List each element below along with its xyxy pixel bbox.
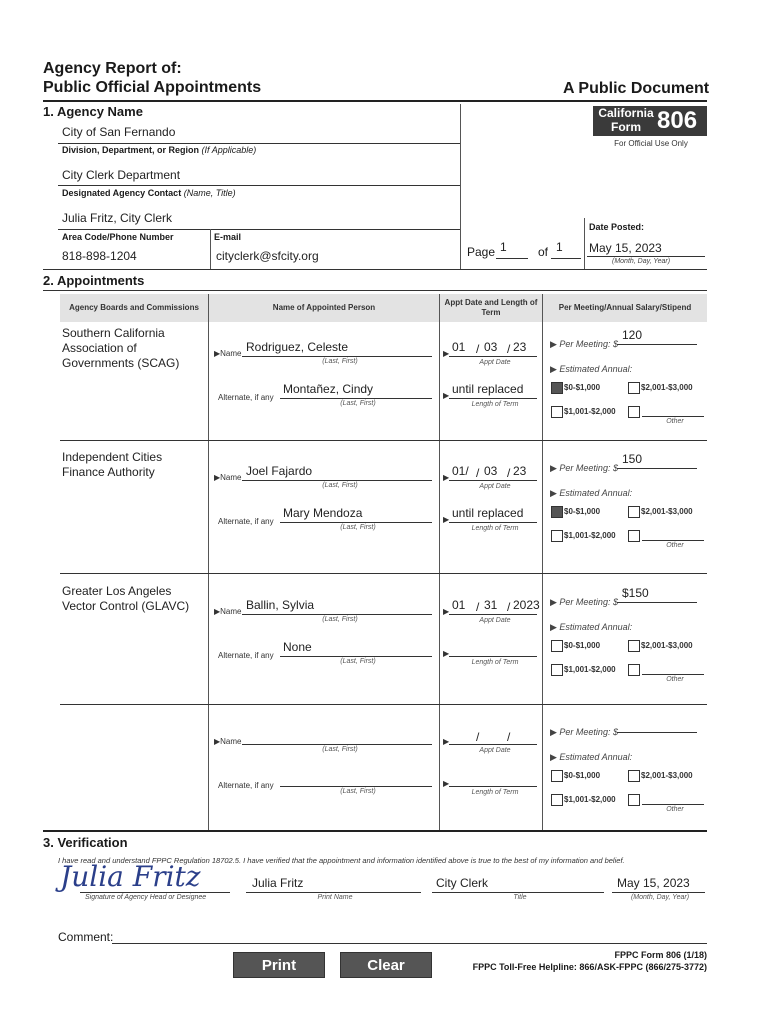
name-hint: (Last, First) xyxy=(322,358,358,365)
opt-0-1000-label: $0-$1,000 xyxy=(564,641,601,650)
board-name[interactable]: Greater Los Angeles Vector Control (GLAVC) xyxy=(62,584,190,613)
opt-1001-2000-label: $1,001-$2,000 xyxy=(564,795,616,804)
date-arrow: ▶ xyxy=(443,607,450,616)
dollar-sign: $ xyxy=(612,597,618,607)
alternate-hint: (Last, First) xyxy=(340,524,376,531)
board-name[interactable]: Independent Cities Finance Authority xyxy=(62,450,163,479)
per-meeting-text: Per Meeting: xyxy=(559,463,611,473)
page-label: Page xyxy=(467,245,496,259)
contact-value[interactable]: Julia Fritz, City Clerk xyxy=(62,211,173,225)
date-slash-1: / xyxy=(476,342,480,356)
col-header-salary: Per Meeting/Annual Salary/Stipend xyxy=(543,294,707,322)
per-meeting-label: ▶ Per Meeting: $ xyxy=(550,597,618,607)
section2-heading: 2. Appointments xyxy=(43,273,145,288)
contact-hint: (Name, Title) xyxy=(183,188,236,198)
of-value[interactable]: 1 xyxy=(556,240,563,254)
opt-2001-3000-label: $2,001-$3,000 xyxy=(641,771,693,780)
board-name[interactable]: Southern California Association of Governments (SCAG) xyxy=(62,326,180,370)
col-header-boards: Agency Boards and Commissions xyxy=(60,294,208,322)
appointment-row xyxy=(0,446,770,576)
alternate-label: Alternate, if any xyxy=(218,517,274,526)
of-label: of xyxy=(538,245,549,259)
official-use-label: For Official Use Only xyxy=(614,139,688,148)
estimated-annual-text: Estimated Annual: xyxy=(559,364,633,374)
checkbox-1001-2000[interactable] xyxy=(551,664,563,676)
division-hint: (If Applicable) xyxy=(201,145,257,155)
appt-date-hint: Appt Date xyxy=(479,483,511,490)
date-slash-2: / xyxy=(507,730,511,744)
form-806-badge xyxy=(593,106,707,136)
name-label-text: Name xyxy=(220,349,242,358)
form-state: California xyxy=(598,106,654,120)
appt-month[interactable]: 01 xyxy=(452,340,466,354)
per-meeting-label: ▶ Per Meeting: $ xyxy=(550,339,618,349)
division-value[interactable]: City Clerk Department xyxy=(62,168,181,182)
appt-year[interactable]: 23 xyxy=(513,464,527,478)
appt-day[interactable]: 03 xyxy=(484,464,498,478)
opt-2001-3000-label: $2,001-$3,000 xyxy=(641,641,693,650)
appt-year[interactable]: 23 xyxy=(513,340,527,354)
section1-heading: 1. Agency Name xyxy=(43,104,143,119)
term-arrow: ▶ xyxy=(443,391,450,400)
appt-date-hint: Appt Date xyxy=(479,359,511,366)
term-hint: Length of Term xyxy=(471,789,519,796)
form-title-line1: Agency Report of: xyxy=(43,60,182,77)
checkbox-other[interactable] xyxy=(628,664,640,676)
appointment-row xyxy=(0,710,770,840)
term-value[interactable]: until replaced xyxy=(452,506,524,520)
alternate-hint: (Last, First) xyxy=(340,658,376,665)
alternate-name[interactable]: Montañez, Cindy xyxy=(283,382,374,396)
public-document-label: A Public Document xyxy=(563,80,710,97)
checkbox-2001-3000[interactable] xyxy=(628,506,640,518)
date-arrow: ▶ xyxy=(443,737,450,746)
alternate-hint: (Last, First) xyxy=(340,788,376,795)
phone-value[interactable]: 818-898-1204 xyxy=(62,249,137,263)
appointee-name[interactable]: Ballin, Sylvia xyxy=(246,598,315,612)
per-meeting-value[interactable]: 150 xyxy=(622,452,643,466)
estimated-annual-text: Estimated Annual: xyxy=(559,622,633,632)
date-arrow: ▶ xyxy=(443,349,450,358)
checkbox-1001-2000[interactable] xyxy=(551,794,563,806)
date-posted-label: Date Posted: xyxy=(589,222,645,232)
alternate-name[interactable]: Mary Mendoza xyxy=(283,506,363,520)
term-hint: Length of Term xyxy=(471,659,519,666)
alternate-name[interactable]: None xyxy=(283,640,312,654)
name-label-text: Name xyxy=(220,607,242,616)
title-label: Title xyxy=(513,894,527,901)
opt-0-1000-label: $0-$1,000 xyxy=(564,383,601,392)
alternate-hint: (Last, First) xyxy=(340,400,376,407)
form-id: FPPC Form 806 (1/18) xyxy=(614,950,707,960)
other-label: Other xyxy=(666,676,684,683)
estimated-annual-text: Estimated Annual: xyxy=(559,752,633,762)
date-slash-2: / xyxy=(507,466,511,480)
appt-date-hint: Appt Date xyxy=(479,617,511,624)
phone-label: Area Code/Phone Number xyxy=(62,232,174,242)
appt-year[interactable]: 2023 xyxy=(513,598,540,612)
print-button[interactable]: Print xyxy=(233,952,325,978)
date-slash-1: / xyxy=(476,730,480,744)
title-value[interactable]: City Clerk xyxy=(436,876,489,890)
term-arrow: ▶ xyxy=(443,649,450,658)
checkbox-0-1000[interactable] xyxy=(551,640,563,652)
checkbox-1001-2000[interactable] xyxy=(551,530,563,542)
checkbox-0-1000[interactable] xyxy=(551,382,563,394)
per-meeting-text: Per Meeting: xyxy=(559,727,611,737)
appt-day[interactable]: 31 xyxy=(484,598,498,612)
print-name-label: Print Name xyxy=(317,894,353,901)
per-meeting-label: ▶ Per Meeting: $ xyxy=(550,727,618,737)
date-arrow: ▶ xyxy=(443,473,450,482)
checkbox-other[interactable] xyxy=(628,406,640,418)
appointee-name[interactable]: Joel Fajardo xyxy=(246,464,313,478)
col-header-date: Appt Date and Length of Term xyxy=(440,294,542,322)
dollar-sign: $ xyxy=(612,339,618,349)
opt-2001-3000-label: $2,001-$3,000 xyxy=(641,383,693,392)
contact-label-text: Designated Agency Contact xyxy=(62,188,182,198)
form-number: 806 xyxy=(657,107,698,134)
term-arrow: ▶ xyxy=(443,515,450,524)
signature-label: Signature of Agency Head or Designee xyxy=(85,894,207,901)
contact-label xyxy=(62,188,236,198)
estimated-annual-label: ▶ Estimated Annual: xyxy=(550,364,633,374)
appt-date-hint: Appt Date xyxy=(479,747,511,754)
other-label: Other xyxy=(666,542,684,549)
estimated-annual-label: ▶ Estimated Annual: xyxy=(550,752,633,762)
opt-1001-2000-label: $1,001-$2,000 xyxy=(564,665,616,674)
page-value[interactable]: 1 xyxy=(500,240,507,254)
comment-label: Comment: xyxy=(58,930,114,944)
alternate-label: Alternate, if any xyxy=(218,393,274,402)
per-meeting-text: Per Meeting: xyxy=(559,597,611,607)
opt-0-1000-label: $0-$1,000 xyxy=(564,771,601,780)
checkbox-0-1000[interactable] xyxy=(551,770,563,782)
date-slash-1: / xyxy=(476,466,480,480)
opt-1001-2000-label: $1,001-$2,000 xyxy=(564,531,616,540)
appt-day[interactable]: 03 xyxy=(484,340,498,354)
signature[interactable]: Julia Fritz xyxy=(60,860,201,893)
clear-button[interactable]: Clear xyxy=(340,952,432,978)
per-meeting-label: ▶ Per Meeting: $ xyxy=(550,463,618,473)
checkbox-0-1000[interactable] xyxy=(551,506,563,518)
division-label-text: Division, Department, or Region xyxy=(62,145,200,155)
helpline: FPPC Toll-Free Helpline: 866/ASK-FPPC (866/275-3772) xyxy=(472,962,707,972)
email-value[interactable]: cityclerk@sfcity.org xyxy=(216,249,319,263)
date-posted-hint: (Month, Day, Year) xyxy=(612,258,671,265)
checkbox-other[interactable] xyxy=(628,530,640,542)
name-hint: (Last, First) xyxy=(322,616,358,623)
name-label: ▶Name xyxy=(214,473,242,482)
appointment-row xyxy=(0,580,770,710)
col-header-name: Name of Appointed Person xyxy=(209,294,439,322)
form-word: Form xyxy=(611,120,641,134)
per-meeting-text: Per Meeting: xyxy=(559,339,611,349)
appointment-row xyxy=(0,322,770,452)
email-label: E-mail xyxy=(214,232,242,242)
checkbox-2001-3000[interactable] xyxy=(628,640,640,652)
term-hint: Length of Term xyxy=(471,401,519,408)
division-label xyxy=(62,145,256,155)
verification-date-value[interactable]: May 15, 2023 xyxy=(617,876,690,890)
checkbox-1001-2000[interactable] xyxy=(551,406,563,418)
term-hint: Length of Term xyxy=(471,525,519,532)
per-meeting-value[interactable]: 120 xyxy=(622,328,643,342)
opt-0-1000-label: $0-$1,000 xyxy=(564,507,601,516)
opt-1001-2000-label: $1,001-$2,000 xyxy=(564,407,616,416)
form-title-line2: Public Official Appointments xyxy=(43,79,262,96)
alternate-label: Alternate, if any xyxy=(218,651,274,660)
section3-heading: 3. Verification xyxy=(43,835,128,850)
name-label: ▶Name xyxy=(214,607,242,616)
term-value[interactable]: until replaced xyxy=(452,382,524,396)
name-hint: (Last, First) xyxy=(322,746,358,753)
per-meeting-value[interactable]: $150 xyxy=(622,586,649,600)
name-label: ▶Name xyxy=(214,349,242,358)
appt-month[interactable]: 01 xyxy=(452,598,466,612)
date-posted-value[interactable]: May 15, 2023 xyxy=(589,241,662,255)
verification-date-label: (Month, Day, Year) xyxy=(630,894,690,901)
agency-name-value[interactable]: City of San Fernando xyxy=(62,125,176,139)
appointee-name[interactable]: Rodriguez, Celeste xyxy=(246,340,349,354)
date-slash-2: / xyxy=(507,342,511,356)
estimated-annual-label: ▶ Estimated Annual: xyxy=(550,622,633,632)
alternate-label: Alternate, if any xyxy=(218,781,274,790)
date-slash-2: / xyxy=(507,600,511,614)
appt-month[interactable]: 01/ xyxy=(452,464,469,478)
name-label: ▶Name xyxy=(214,737,242,746)
estimated-annual-label: ▶ Estimated Annual: xyxy=(550,488,633,498)
verification-statement: I have read and understand FPPC Regulation 18702.5. I have verified that the appointment and information identified above is true to the best of my information and belief. xyxy=(58,856,625,865)
checkbox-2001-3000[interactable] xyxy=(628,770,640,782)
name-hint: (Last, First) xyxy=(322,482,358,489)
name-label-text: Name xyxy=(220,473,242,482)
dollar-sign: $ xyxy=(612,727,618,737)
estimated-annual-text: Estimated Annual: xyxy=(559,488,633,498)
other-label: Other xyxy=(666,806,684,813)
other-label: Other xyxy=(666,418,684,425)
term-arrow: ▶ xyxy=(443,779,450,788)
print-name-value[interactable]: Julia Fritz xyxy=(252,876,304,890)
name-label-text: Name xyxy=(220,737,242,746)
date-slash-1: / xyxy=(476,600,480,614)
opt-2001-3000-label: $2,001-$3,000 xyxy=(641,507,693,516)
dollar-sign: $ xyxy=(612,463,618,473)
checkbox-2001-3000[interactable] xyxy=(628,382,640,394)
checkbox-other[interactable] xyxy=(628,794,640,806)
